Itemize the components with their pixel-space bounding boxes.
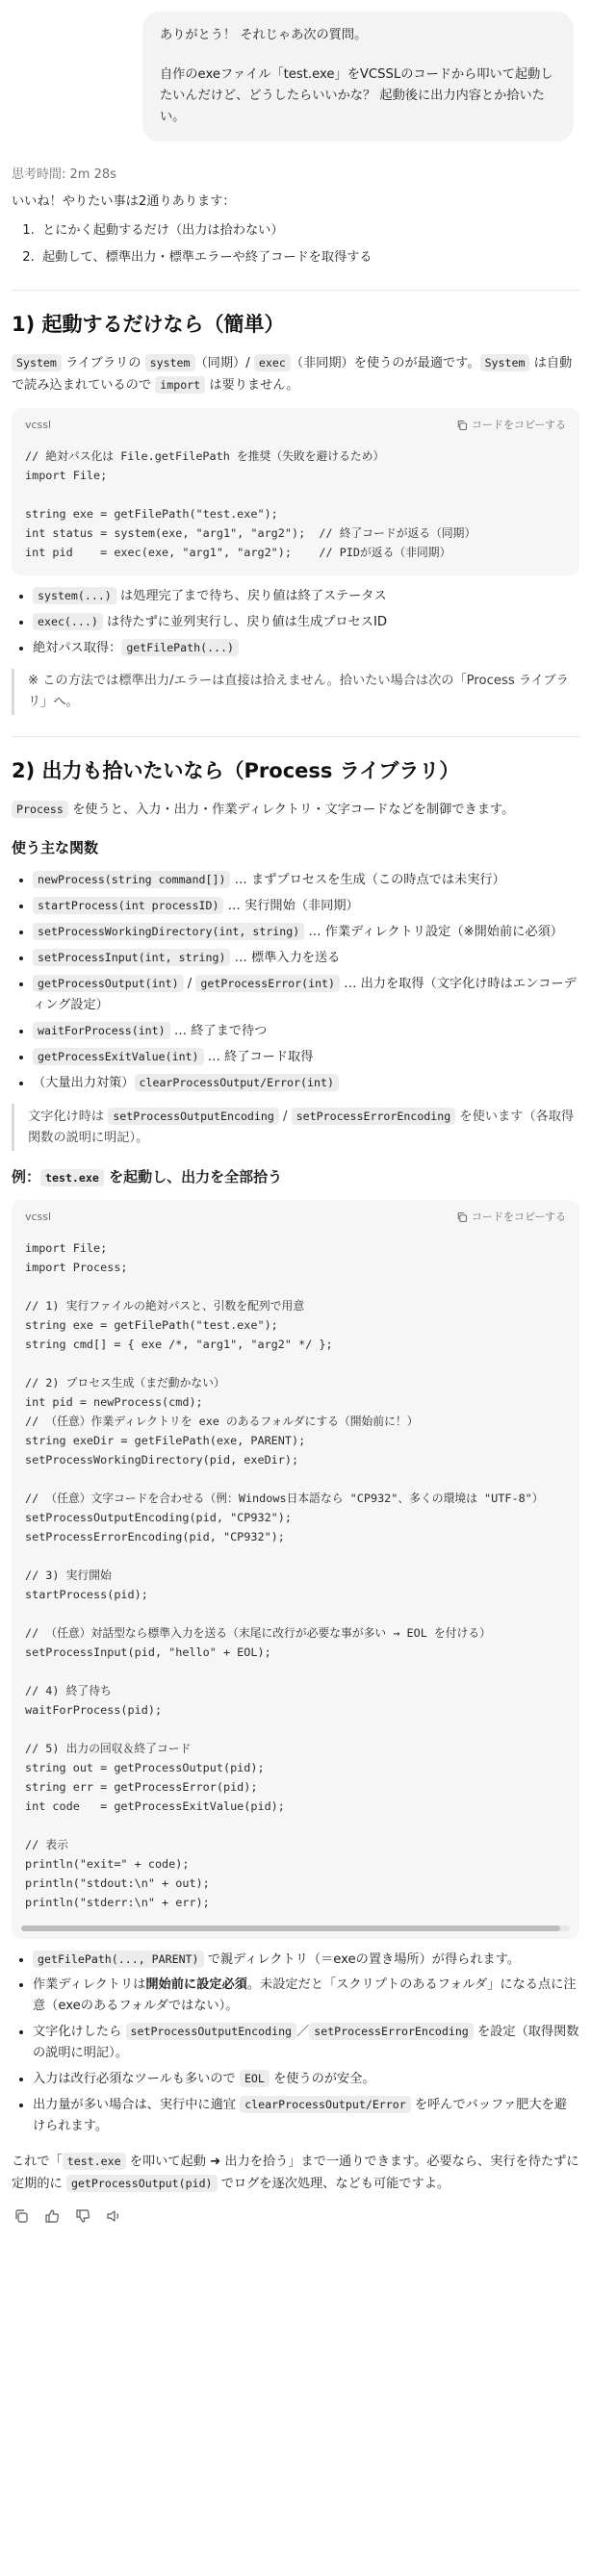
inline-code: getProcessError(int) (195, 975, 340, 992)
inline-code: clearProcessOutput/Error(int) (135, 1074, 339, 1091)
text: を設定（取得関数の説明に明記）。 (33, 2025, 579, 2060)
message-actions (12, 2208, 579, 2224)
text: を使います（各取得関数の説明に明記）。 (28, 1109, 575, 1145)
inline-code: waitForProcess(int) (33, 1022, 170, 1039)
closing-paragraph (12, 2151, 579, 2195)
section-2-intro (12, 799, 579, 821)
text: これで「 (12, 2155, 63, 2169)
code-content: import File; import Process; // 1) 実行ファイルの絶対パスと、引数を配列で用意 string exe = getFilePath("test.exe"); string cmd[] = { exe /*, "arg1", "arg2" */ }; // 2) プロセス生成（まだ動かない） int pid = newProcess(cmd); // （任意）作業ディレクトリを exe のあるフォルダにする（開始前に！） string exeDir = getFilePath(exe, PARENT); setProcessWorkingDirectory(pid, exeDir); // （任意）文字コードを合わせる（例：Windows日本語なら "CP932"、多くの環境は "UTF-8"） setProcessOutputEncoding(pid, "CP932"); setProcessErrorEncoding(pid, "CP932"); // 3) 実行開始 startProcess(pid); // （任意）対話型なら標準入力を送る（末尾に改行が必要な事が多い → EOL を付ける） setProcessInput(pid, "hello" + EOL); // 4) 終了待ち waitForProcess(pid); // 5) 出力の回収＆終了コード string out = getProcessOutput(pid); string err = getProcessError(pid); int code = getProcessExitValue(pid); // 表示 println("exit=" + code); println("stdout:\n" + out); println("stderr:\n" + err); (25, 1241, 544, 1909)
text: （非同期）を使うのが最適です。 (290, 356, 480, 370)
copy-icon (456, 420, 468, 431)
text: … 出力を取得（文字化け時はエンコーディング設定） (33, 977, 577, 1012)
text: は待たずに並列実行し、戻り値は生成プロセスID (102, 615, 387, 629)
options-list (12, 220, 579, 268)
text: … 作業ディレクトリ設定（※開始前に必須） (304, 925, 563, 939)
text: 。未設定だと「スクリプトのあるフォルダ」になる点に注意（exeのあるフォルダではない）。 (33, 1977, 577, 2013)
user-message-row (12, 0, 579, 141)
user-message-line-1: ありがとう！ それじゃあ次の質問。 (160, 28, 368, 42)
inline-code: system (145, 354, 195, 371)
text: / (278, 1109, 292, 1124)
list-item (33, 895, 579, 917)
text: を叩いて起動 ➜ 出力を拾う」まで一通りできます。必要なら、実行を待たずに定期的に (12, 2155, 579, 2191)
inline-code: import (155, 376, 205, 394)
inline-code: getFilePath(...) (121, 639, 239, 656)
intro-text: いいね！やりたい事は2通りあります： (12, 194, 236, 209)
text: … まずプロセスを生成（この時点では未実行） (230, 873, 505, 887)
list-item (33, 2094, 579, 2137)
inline-code: getProcessOutput(int) (33, 975, 184, 992)
section-2-heading: 2) 出力も拾いたいなら（Process ライブラリ） (12, 759, 460, 782)
user-message-bubble (142, 12, 574, 141)
inline-code: Process (12, 801, 68, 818)
text: でログを逐次処理、なども可能ですよ。 (217, 2177, 450, 2191)
list-item (33, 2068, 579, 2090)
inline-code: setProcessOutputEncoding (126, 2023, 297, 2040)
inline-code: newProcess(string command[]) (33, 871, 230, 888)
inline-code: exec (254, 354, 291, 371)
read-aloud-button[interactable] (106, 2208, 121, 2224)
text: で親ディレクトリ（＝exeの置き場所）が得られます。 (203, 1952, 521, 1967)
divider (12, 290, 579, 291)
text: / (183, 977, 196, 991)
text: （同期）/ (194, 356, 254, 370)
list-item (33, 1020, 579, 1042)
list-item (33, 869, 579, 891)
list-item (33, 947, 579, 969)
example-heading (12, 1166, 579, 1188)
functions-heading: 使う主な関数 (12, 839, 99, 856)
inline-code: setProcessOutputEncoding (108, 1108, 279, 1125)
list-item (33, 585, 579, 607)
copy-label: コードをコピーする (471, 419, 566, 431)
inline-code: test.exe (40, 1169, 104, 1186)
list-item (33, 921, 579, 943)
list-item (33, 1046, 579, 1068)
inline-code: EOL (240, 2070, 270, 2087)
text: … 標準入力を送る (230, 951, 341, 965)
text: 絶対パス取得： (33, 641, 122, 655)
text: は自動で読み込まれているので (12, 356, 573, 393)
text: 出力量が多い場合は、実行中に適宜 (33, 2098, 241, 2112)
inline-code: setProcessErrorEncoding (309, 2023, 474, 2040)
code-content: // 絶対パス化は File.getFilePath を推奨（失敗を避けるため） import File; string exe = getFilePath("test.exe"); int status = system(exe, "arg1", "arg2"); // 終了コードが返る（同期） int pid = exec(exe, "arg1", "arg2"); // PIDが返る（非同期） (25, 449, 476, 559)
list-item (33, 1975, 579, 2017)
text: を起動し、出力を全部拾う (103, 1168, 283, 1186)
functions-list (12, 869, 579, 1094)
text: を使うと、入力・出力・作業ディレクトリ・文字コードなどを制御できます。 (67, 803, 515, 817)
inline-code: System (12, 354, 62, 371)
list-item (33, 1072, 579, 1094)
copy-label: コードをコピーする (471, 1211, 566, 1223)
inline-code: exec(...) (33, 613, 103, 630)
scrollbar-thumb[interactable] (21, 1926, 560, 1931)
inline-code: getProcessExitValue(int) (33, 1048, 204, 1065)
tips-list (12, 1949, 579, 2137)
list-item (33, 637, 579, 659)
inline-code: getFilePath(..., PARENT) (33, 1951, 204, 1968)
text: … 実行開始（非同期） (223, 899, 359, 913)
text: … 終了コード取得 (203, 1050, 314, 1064)
copy-icon (13, 2208, 29, 2224)
text: … 終了まで待つ (169, 1024, 268, 1038)
inline-code: test.exe (63, 2153, 126, 2170)
section-2-note (12, 1104, 579, 1151)
text: （大量出力対策） (33, 1076, 135, 1090)
option-item: 2. 起動して、標準出力・標準エラーや終了コードを取得する (39, 247, 579, 268)
thinking-time-toggle[interactable]: 思考時間: 2m 28s (12, 167, 116, 182)
text: 文字化け時は (28, 1109, 109, 1124)
copy-icon (456, 1211, 468, 1223)
section-1-note: ※ この方法では標準出力/エラーは直接は拾えません。拾いたい場合は次の「Process ライブラリ」へ。 (12, 669, 579, 715)
bold-text: 開始前に設定必須 (145, 1977, 247, 1992)
list-item (33, 611, 579, 633)
section-1-intro (12, 352, 579, 396)
text: を使うのが安全。 (269, 2072, 375, 2086)
text: は処理完了まで待ち、戻り値は終了ステータス (116, 589, 387, 603)
text: 文字化けしたら (33, 2025, 126, 2039)
section-1-heading: 1) 起動するだけなら（簡単） (12, 313, 285, 336)
divider (12, 736, 579, 737)
option-item: 1. とにかく起動するだけ（出力は拾わない） (39, 220, 579, 242)
thumbs-down-icon (75, 2208, 90, 2224)
section-1-bullets (12, 585, 579, 659)
copy-code-button[interactable] (456, 1207, 566, 1228)
thumbs-up-button[interactable] (44, 2208, 60, 2224)
horizontal-scrollbar[interactable] (21, 1926, 570, 1931)
user-message-line-2: 自作のexeファイル「test.exe」をVCSSLのコードから叩いて起動したいんだけど、どうしたらいいかな？ 起動後に出力内容とか拾いたい。 (160, 67, 553, 124)
text: ライブラリの (61, 356, 145, 370)
inline-code: system(...) (33, 587, 116, 604)
speaker-icon (106, 2208, 121, 2224)
list-item (33, 1949, 579, 1971)
list-item (33, 2021, 579, 2064)
code-block-header (12, 1200, 579, 1235)
inline-code: setProcessWorkingDirectory(int, string) (33, 923, 304, 940)
inline-code: startProcess(int processID) (33, 897, 223, 914)
copy-code-button[interactable] (456, 415, 566, 436)
text: を呼んでバッファ肥大を避けられます。 (33, 2098, 567, 2133)
text: ／ (296, 2025, 310, 2039)
inline-code: setProcessErrorEncoding (292, 1108, 456, 1125)
copy-message-button[interactable] (13, 2208, 29, 2224)
code-language-label: vcssl (25, 419, 52, 431)
text: は要りません。 (205, 378, 299, 393)
text: 作業ディレクトリは (33, 1977, 146, 1992)
code-block-1 (12, 408, 579, 575)
inline-code: System (480, 354, 530, 371)
thumbs-up-icon (44, 2208, 60, 2224)
code-block-header (12, 408, 579, 443)
code-block-2 (12, 1200, 579, 1939)
text: 例： (12, 1168, 41, 1186)
inline-code: getProcessOutput(pid) (66, 2175, 218, 2192)
thumbs-down-button[interactable] (75, 2208, 90, 2224)
list-item (33, 973, 579, 1016)
code-language-label: vcssl (25, 1211, 52, 1223)
inline-code: clearProcessOutput/Error (240, 2096, 411, 2113)
text: 入力は改行必須なツールも多いので (33, 2072, 240, 2086)
inline-code: setProcessInput(int, string) (33, 949, 230, 966)
